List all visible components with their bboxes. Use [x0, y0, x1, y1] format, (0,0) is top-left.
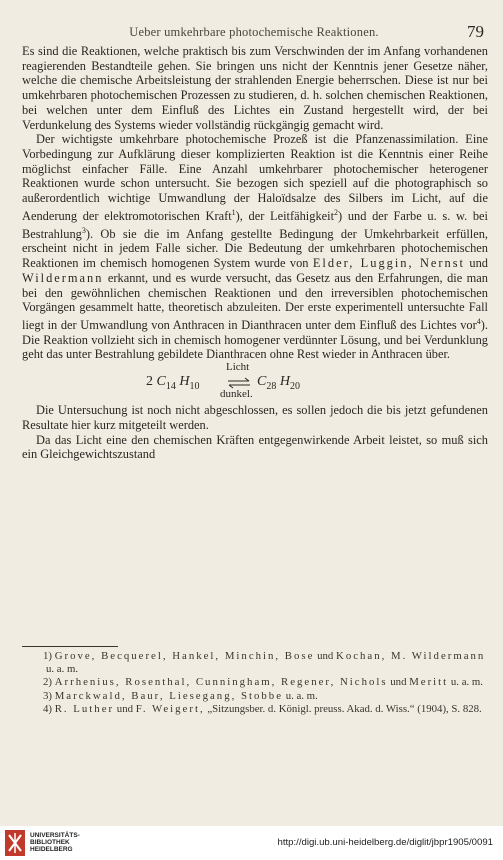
source-url-link[interactable]: http://digi.ub.uni-heidelberg.de/diglit/jbpr1905/0091	[277, 837, 493, 848]
footnote-divider	[22, 646, 118, 647]
footnote-4: 4) R. Luther und F. Weigert, „Sitzungsber. d. Königl. preuss. Akad. d. Wiss.“ (1904), S. 828.	[43, 702, 482, 715]
author-names: Elder, Luggin, Nernst	[312, 256, 465, 271]
equation-under-label: dunkel.	[220, 388, 253, 401]
page-number: 79	[467, 22, 484, 41]
university-library-logo-icon	[4, 829, 26, 857]
equation-over-label: Licht	[226, 361, 250, 374]
body-text	[22, 44, 488, 462]
footnote-ref-1[interactable]: 1	[231, 207, 236, 217]
footnotes	[22, 650, 488, 716]
footer-bar	[0, 826, 503, 860]
running-header	[22, 22, 486, 44]
paragraph-3: Die Untersuchung ist noch nicht abgeschlossen, es sollen jedoch die bis jetzt gefundenen Resultate hier kurz mitgeteilt werden.	[22, 403, 488, 432]
footnote-2: 2) Arrhenius, Rosenthal, Cunningham, Regener, Nichols und Meritt u. a. m.	[43, 676, 483, 689]
author-name: Wildermann	[22, 270, 104, 285]
footnote-1: 1) Grove, Becquerel, Hankel, Minchin, Bose und Kochan, M. Wildermann u. a. m.	[43, 650, 486, 676]
library-name: UNIVERSITÄTS- BIBLIOTHEK HEIDELBERG	[30, 832, 80, 853]
footnote-ref-3[interactable]: 3	[81, 225, 86, 235]
footnote-ref-2[interactable]: 2	[334, 207, 339, 217]
equation-left: 2 $C_{14}$ $H_{10}$	[146, 374, 200, 392]
paragraph-2: Der wichtigste umkehrbare photochemische Prozeß ist die Pfanzenassimilation. Eine Vorbedingung zur Aufklärung dieser komplizierten Reaktion ist die Kenntnis einer Reihe möglichst einfacher Fälle. Eine Anzahl umkehrbarer photochemischer heterogener Reaktionen wurde schon untersucht. Sie bezogen sich speziell auf die photographisch so außerordentlich wichtige Umwandlung der Haloïdsalze des Silbers im Licht, auf die Aenderung der elektromotorischen Kraft$^1$), der Leitfähigkeit$^2$) und der Farbe u. s. w. bei Bestrahlung$^3$). Ob sie die im Anfang gestellte Bedingung der Umkehrbarkeit erfüllen, erscheint nicht in jedem Falle sicher. Die Bedeutung der umkehrbaren photochemischen Reaktionen im chemisch homogenen System wurde von Elder, Luggin, Nernst und Wildermann erkannt, und es wurde versucht, das Gesetz aus den Erfahrungen, die man bei den gewöhnlichen chemischen Reaktionen und den irreversiblen photochemischen Vorgängen gesammelt hatte, theoretisch abzuleiten. Der erste experimentell untersuchte Fall liegt in der Umwandlung von Anthracen in Dianthracen unter dem Einfluß des Lichtes vor$^4$). Die Reaktion vollzieht sich in chemisch homogener verdünnter Lösung, und bei Verdunklung geht das unter Bestrahlung gebildete Dianthracen ohne Rest wieder in Anthracen über.	[22, 132, 488, 362]
footnote-3: 3) Marckwald, Baur, Liesegang, Stobbe u. a. m.	[43, 689, 318, 702]
header-title: Ueber umkehrbare photochemische Reaktionen.	[129, 25, 379, 39]
footnote-ref-4[interactable]: 4	[476, 316, 481, 326]
chemical-equation	[22, 362, 488, 402]
equation-right: $C_{28}$ $H_{20}$	[257, 374, 300, 392]
paragraph-1: Es sind die Reaktionen, welche praktisch bis zum Verschwinden der im Anfang vorhandenen reagierenden Bestandteile gehen. Sie bringen uns nicht der Kenntnis jener Gesetze näher, welche die chemische Arbeitsleistung der strahlenden Energie beherrschen. Diese ist nur bei umkehrbaren photochemischen Prozessen zu studieren, d. h. solchen chemischen Reaktionen, bei welchen unter dem Einfluß des Lichtes ein Zustand hergestellt wird, der bei Verdunkelung des Systems wieder vollständig rückgängig gemacht wird.	[22, 44, 488, 132]
paragraph-4: Da das Licht eine den chemischen Kräften entgegenwirkende Arbeit leistet, so muß sich ein Gleichgewichtszustand	[22, 432, 488, 462]
